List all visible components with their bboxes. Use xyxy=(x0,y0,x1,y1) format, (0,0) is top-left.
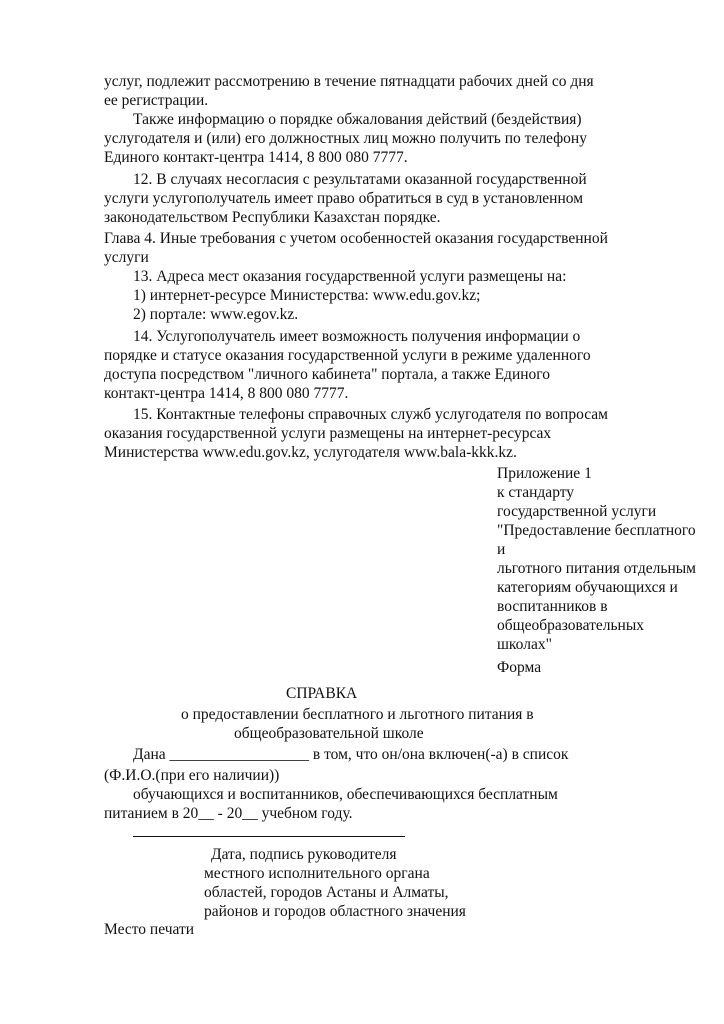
appendix-line: к стандарту xyxy=(497,484,575,501)
fio-hint: (Ф.И.О.(при его наличии)) xyxy=(104,767,280,784)
body-line: услуги услугополучатель имеет право обратиться в суд в установленном xyxy=(104,190,584,207)
body-line: порядке и статусе оказания государственной услуги в режиме удаленного xyxy=(104,347,591,364)
signature-caption: областей, городов Астаны и Алматы, xyxy=(204,884,449,901)
appendix-line: Приложение 1 xyxy=(497,465,592,482)
body-line: 14. Услугополучатель имеет возможность получения информации о xyxy=(133,328,581,345)
body-line: 13. Адреса мест оказания государственной услуги размещены на: xyxy=(133,268,567,285)
given-line: Дана __________________ в том, что он/она включен(-а) в список xyxy=(133,746,569,763)
chapter-heading-cont: услуги xyxy=(104,249,149,266)
appendix-line: и xyxy=(497,541,506,558)
certificate-subtitle: о предоставлении бесплатного и льготного питания в xyxy=(181,706,534,723)
appendix-line: школах" xyxy=(497,636,552,653)
body-line: доступа посредством "личного кабинета" портала, а также Единого xyxy=(104,366,551,383)
signature-caption: Дата, подпись руководителя xyxy=(211,846,397,863)
certificate-subtitle: общеобразовательной школе xyxy=(234,725,424,742)
body-line: Единого контакт-центра 1414, 8 800 080 7777. xyxy=(104,149,408,166)
appendix-line: государственной услуги xyxy=(497,503,657,520)
body-line: Также информацию о порядке обжалования действий (бездействия) xyxy=(133,111,582,128)
body-line: 12. В случаях несогласия с результатами оказанной государственной xyxy=(133,171,587,188)
certificate-title: СПРАВКА xyxy=(286,685,358,702)
appendix-line: льготного питания отдельным xyxy=(497,560,696,577)
chapter-heading: Глава 4. Иные требования с учетом особенностей оказания государственной xyxy=(104,230,608,247)
year-line: питанием в 20__ - 20__ учебном году. xyxy=(104,805,353,822)
form-label: Форма xyxy=(497,659,542,676)
appendix-line: категориям обучающихся и xyxy=(497,579,678,596)
body-line: 2) портале: www.egov.kz. xyxy=(133,306,299,323)
appendix-line: воспитанников в xyxy=(497,598,608,615)
body-line: контакт-центра 1414, 8 800 080 7777. xyxy=(104,385,349,402)
body-line: Министерства www.edu.gov.kz, услугодателя www.bala-kkk.kz. xyxy=(104,444,517,461)
body-line: услугодателя и (или) его должностных лиц можно получить по телефону xyxy=(104,130,587,147)
students-line: обучающихся и воспитанников, обеспечивающихся бесплатным xyxy=(133,786,558,803)
body-line: услуг, подлежит рассмотрению в течение пятнадцати рабочих дней со дня xyxy=(104,73,594,90)
signature-rule xyxy=(133,836,405,837)
body-line: 1) интернет-ресурсе Министерства: www.edu.gov.kz; xyxy=(133,287,481,304)
body-line: 15. Контактные телефоны справочных служб услугодателя по вопросам xyxy=(133,406,608,423)
body-line: ее регистрации. xyxy=(104,92,209,109)
body-line: оказания государственной услуги размещены на интернет-ресурсах xyxy=(104,425,552,442)
body-line: законодательством Республики Казахстан порядке. xyxy=(104,209,441,226)
stamp-place: Место печати xyxy=(104,921,195,938)
signature-caption: местного исполнительного органа xyxy=(204,865,430,882)
appendix-line: общеобразовательных xyxy=(497,617,645,634)
appendix-line: "Предоставление бесплатного xyxy=(497,522,696,539)
signature-caption: районов и городов областного значения xyxy=(204,903,466,920)
